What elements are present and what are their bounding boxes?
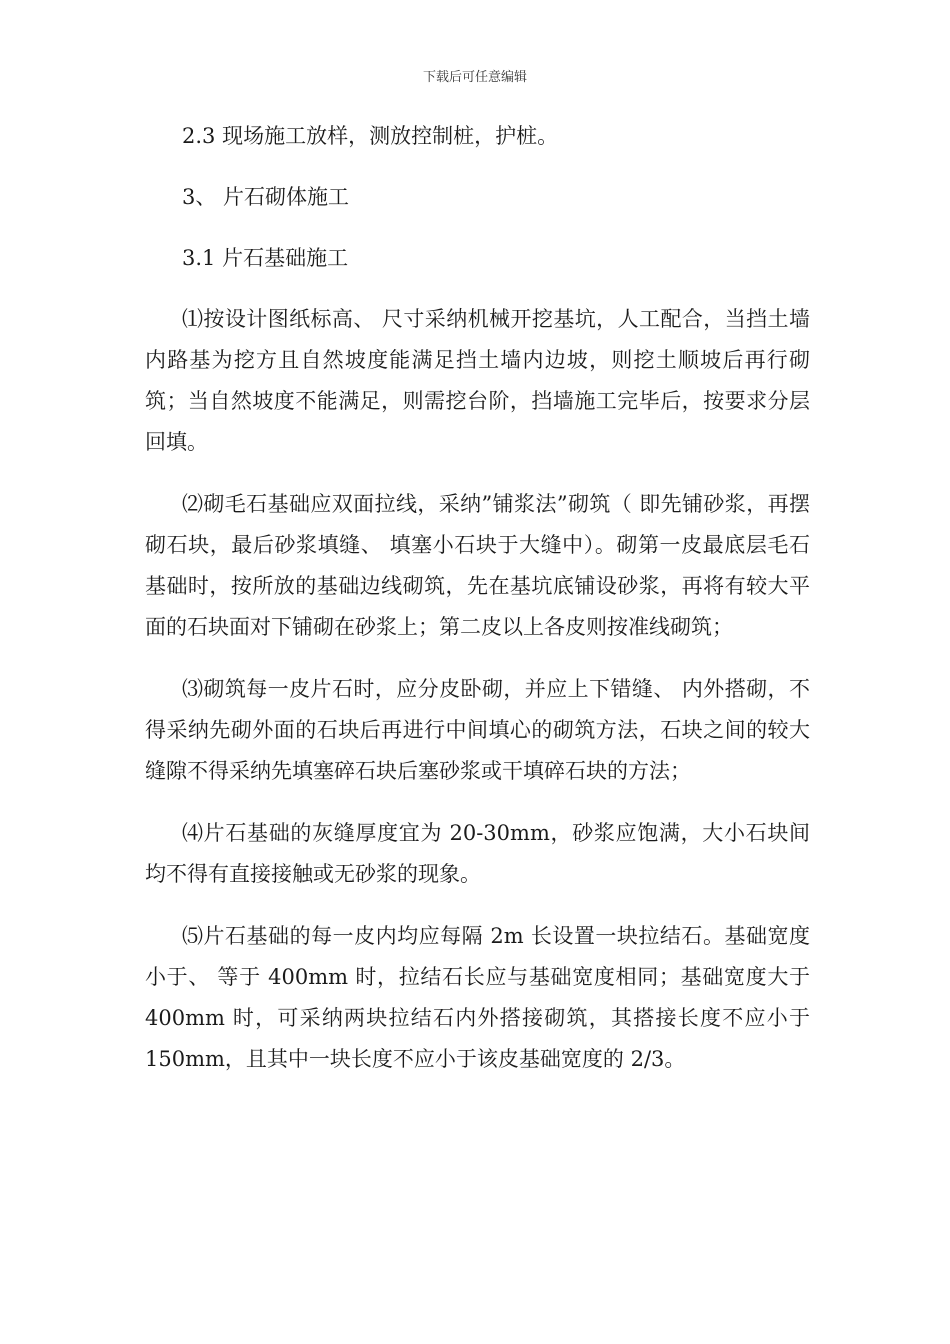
paragraph-1: ⑴按设计图纸标高、 尺寸采纳机械开挖基坑，人工配合，当挡土墙内路基为挖方且自然坡度能满足挡土墙内边坡，则挖土顺坡后再行砌筑；当自然坡度不能满足，则需挖台阶，挡墙施工完毕后，按要求分层回填。 (145, 307, 810, 454)
paragraph-5: ⑸片石基础的每一皮内均应每隔 2m 长设置一块拉结石。基础宽度小于、 等于 400mm 时，拉结石长应与基础宽度相同；基础宽度大于 400mm 时，可采纳两块拉结石内外搭接砌筑，其搭接长度不应小于 150mm，且其中一块长度不应小于该皮基础宽度的 2/3。 (145, 924, 810, 1071)
section-heading-2-3: 2.3 现场施工放样，测放控制桩，护桩。 (182, 124, 559, 148)
paragraph-3: ⑶砌筑每一皮片石时，应分皮卧砌，并应上下错缝、 内外搭砌，不得采纳先砌外面的石块后再进行中间填心的砌筑方法，石块之间的较大缝隙不得采纳先填塞碎石块后塞砂浆或干填碎石块的方法； (145, 677, 810, 783)
page-header: 下载后可任意编辑 (422, 70, 527, 85)
paragraph-4: ⑷片石基础的灰缝厚度宜为 20-30mm，砂浆应饱满，大小石块间均不得有直接接触或无砂浆的现象。 (145, 821, 810, 886)
paragraph-2: ⑵砌毛石基础应双面拉线，采纳”铺浆法”砌筑（ 即先铺砂浆，再摆砌石块，最后砂浆填缝、 填塞小石块于大缝中）。砌第一皮最底层毛石基础时，按所放的基础边线砌筑，先在基坑底铺设砂浆，再将有较大平面的石块面对下铺砌在砂浆上；第二皮以上各皮则按准线砌筑； (145, 492, 810, 639)
section-heading-3: 3、 片石砌体施工 (182, 185, 350, 209)
section-heading-3-1: 3.1 片石基础施工 (182, 246, 349, 270)
document-body (145, 116, 810, 1101)
